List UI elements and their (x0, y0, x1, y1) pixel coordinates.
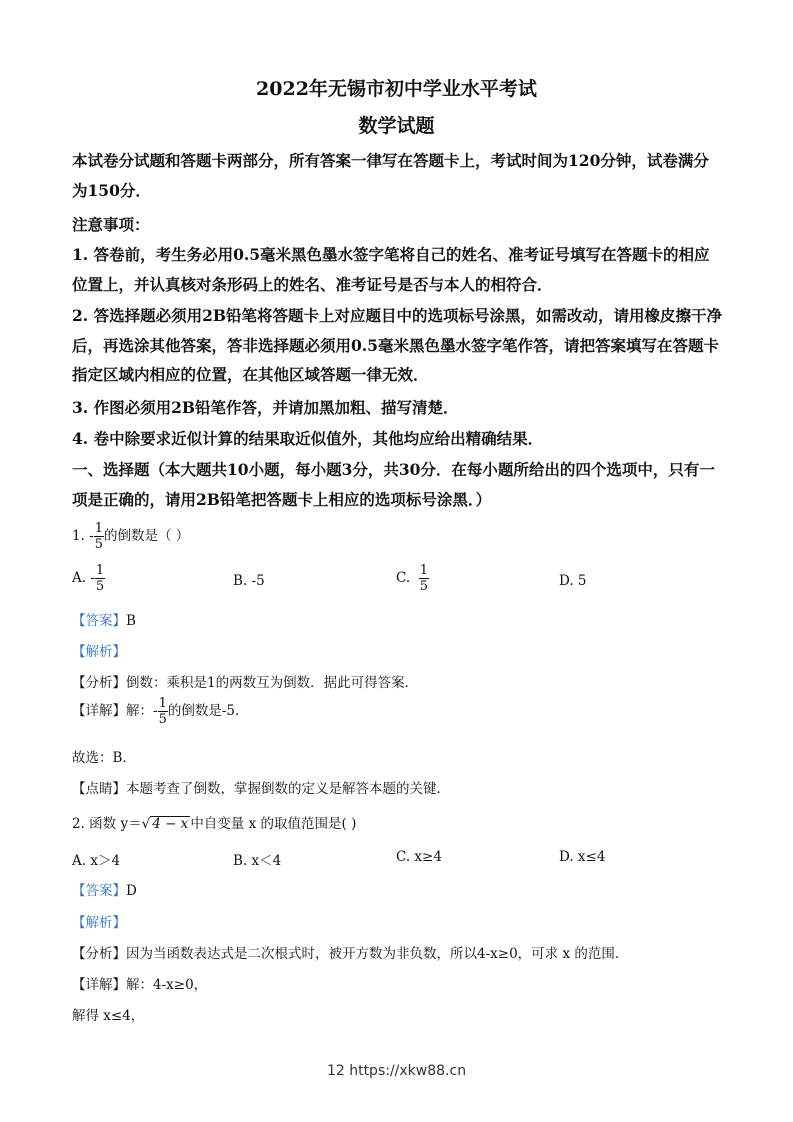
radical-sign: √ (141, 816, 151, 832)
page-footer: 12 https://xkw88.cn (326, 1063, 467, 1079)
fraction: $\frac{1}{5}$ (95, 563, 105, 594)
q2-fenxi: 【分析】因为当函数表达式是二次根式时，被开方数为非负数，所以4-x≥0，可求 x 的范围． (72, 946, 629, 962)
q1-option-d: D. 5 (559, 573, 587, 589)
q2-option-b: B. x＜4 (233, 853, 282, 869)
radicand: 4 − x (152, 816, 189, 832)
q1-fenxi: 【分析】倒数：乘积是1的两数互为倒数．据此可得答案． (72, 675, 419, 691)
notes-heading: 注意事项： (72, 215, 150, 234)
q1-analysis-tag: 【解析】 (72, 644, 126, 660)
intro-text: 本试卷分试题和答题卡两部分，所有答案一律写在答题卡上，考试时间为120分钟，试卷满分为150分． (72, 151, 709, 200)
section-heading: 一、选择题（本大题共10小题，每小题3分，共30分．在每小题所给出的四个选项中，只有一项是正确的，请用2B铅笔把答题卡上相应的选项标号涂黑．） (72, 460, 715, 509)
q2-xiangjie: 【详解】解：4-x≥0， (72, 977, 208, 993)
note-2: 2. 答选择题必须用2B铅笔将答题卡上对应题目中的选项标号涂黑，如需改动，请用橡皮擦干净后，再选涂其他答案，答非选择题必须用0.5毫米黑色墨水签字笔作答，请把答案填写在答题卡指定区域内相应的位置，在其他区域答题一律无效． (72, 306, 722, 384)
q1-option-a: A. - $\frac{1}{5}$ (72, 563, 105, 594)
note-4: 4. 卷中除要求近似计算的结果取近似值外，其他均应给出精确结果． (72, 429, 544, 448)
exam-title: 2022年无锡市初中学业水平考试 (256, 78, 537, 100)
q1-option-b: B. -5 (233, 573, 265, 589)
note-3: 3. 作图必须用2B铅笔作答，并请加黑加粗、描写清楚． (72, 398, 459, 417)
fraction: $\frac{1}{5}$ (158, 696, 167, 727)
q1-answer: 【答案】B (72, 613, 136, 629)
exam-subtitle: 数学试题 (358, 115, 435, 137)
q2-answer: 【答案】D (72, 883, 137, 899)
q2-result: 解得 x≤4， (72, 1008, 145, 1024)
q1-choose: 故选：B． (72, 750, 136, 766)
question-2: 2. 函数 y＝√ 4 − x 中自变量 x 的取值范围是( ) (72, 816, 357, 832)
q2-option-d: D. x≤4 (559, 849, 606, 865)
q1-option-c: C. $\frac{1}{5}$ (396, 563, 429, 594)
q1-dianjing: 【点睛】本题考查了倒数，掌握倒数的定义是解答本题的关键． (72, 781, 450, 797)
note-1: 1. 答卷前，考生务必用0.5毫米黑色墨水签字笔将自己的姓名、准考证号填写在答题卡的相应位置上，并认真核对条形码上的姓名、准考证号是否与本人的相符合． (72, 245, 710, 294)
q2-option-c: C. x≥4 (396, 849, 442, 865)
question-1: 1. - $\frac{1}{5}$ 的倒数是（ ） (72, 521, 190, 552)
q1-xiangjie: 【详解】解：- $\frac{1}{5}$ 的倒数是-5． (72, 696, 249, 727)
q2-analysis-tag: 【解析】 (72, 915, 126, 931)
fraction: $\frac{1}{5}$ (94, 521, 104, 552)
fraction: $\frac{1}{5}$ (419, 563, 429, 594)
q2-option-a: A. x＞4 (72, 853, 121, 869)
